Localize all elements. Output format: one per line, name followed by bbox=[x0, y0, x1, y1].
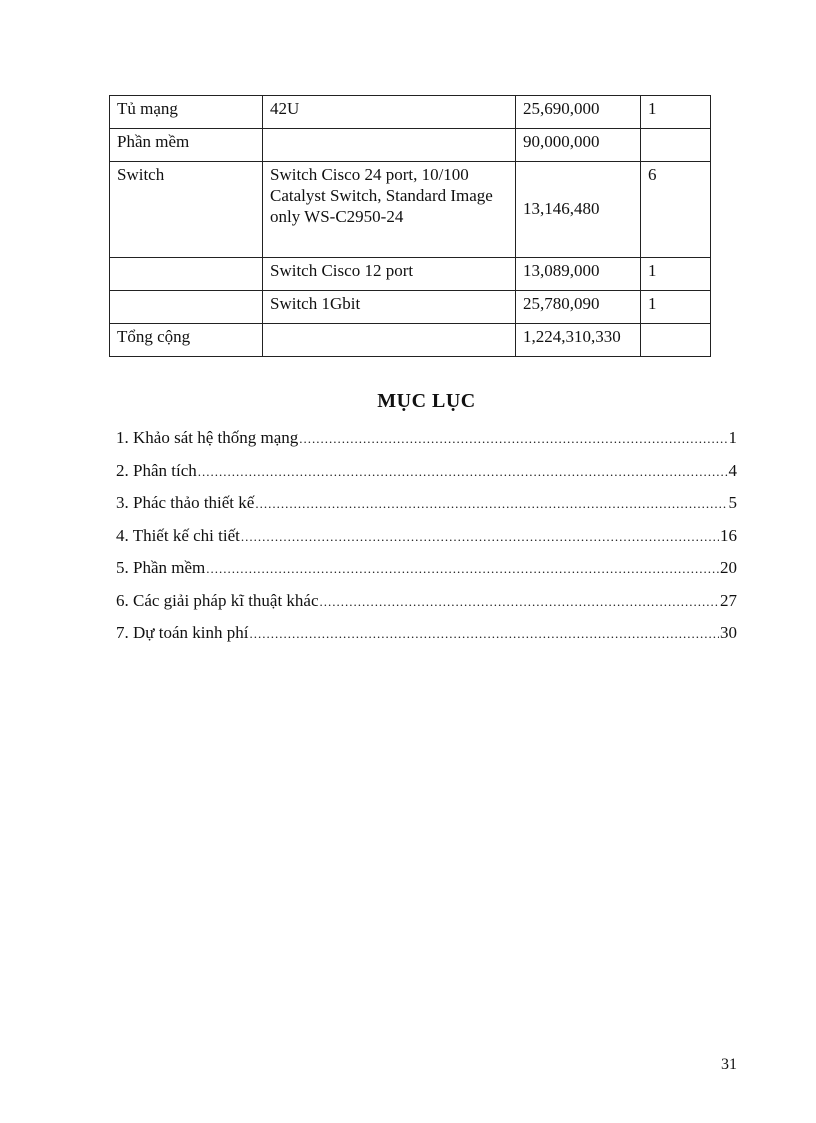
toc-dot-leader bbox=[198, 461, 728, 483]
price-cell: 13,146,480 bbox=[516, 162, 641, 258]
toc-entry[interactable] bbox=[116, 525, 737, 558]
toc-entry-label: 3. Phác thảo thiết kế bbox=[116, 493, 255, 512]
quantity-cell: 1 bbox=[641, 96, 711, 129]
item-cell: Switch bbox=[110, 162, 263, 258]
total-price-cell: 1,224,310,330 bbox=[516, 324, 641, 357]
description-cell: 42U bbox=[263, 96, 516, 129]
toc-dot-leader bbox=[320, 591, 719, 613]
toc-entry-label: 6. Các giải pháp kĩ thuật khác bbox=[116, 590, 319, 610]
toc-entry-label: 7. Dự toán kinh phí bbox=[116, 623, 249, 642]
toc-entry-label: 1. Khảo sát hệ thống mạng bbox=[116, 428, 299, 447]
toc-entry[interactable] bbox=[116, 622, 737, 655]
description-cell: Switch Cisco 12 port bbox=[263, 258, 516, 291]
toc-entry-page: 27 bbox=[720, 590, 737, 610]
price-cell: 13,089,000 bbox=[516, 258, 641, 291]
table-row-total bbox=[110, 324, 711, 357]
toc-entry[interactable] bbox=[116, 492, 737, 525]
toc-entry-page: 16 bbox=[720, 525, 737, 545]
page-number: 31 bbox=[721, 1056, 737, 1073]
toc-entry-page: 5 bbox=[728, 493, 737, 512]
toc-dot-leader bbox=[206, 558, 719, 580]
toc-dot-leader bbox=[249, 623, 719, 645]
price-cell: 25,780,090 bbox=[516, 291, 641, 324]
toc-entry-label: 5. Phần mềm bbox=[116, 558, 206, 577]
toc-entry-label: 2. Phân tích bbox=[116, 460, 197, 480]
table-row bbox=[110, 291, 711, 324]
toc-entry-page: 1 bbox=[728, 428, 737, 447]
description-cell bbox=[263, 129, 516, 162]
quantity-cell bbox=[641, 324, 711, 357]
quantity-cell: 1 bbox=[641, 291, 711, 324]
toc-entry[interactable] bbox=[116, 427, 737, 460]
cost-table bbox=[109, 95, 711, 357]
item-cell: Phần mềm bbox=[110, 129, 263, 162]
item-cell bbox=[110, 291, 263, 324]
total-label-cell: Tổng cộng bbox=[110, 324, 263, 357]
table-row bbox=[110, 162, 711, 258]
toc-entry-page: 4 bbox=[728, 460, 737, 480]
description-cell: Switch 1Gbit bbox=[263, 291, 516, 324]
toc-title: MỤC LỤC bbox=[377, 390, 476, 412]
price-cell: 25,690,000 bbox=[516, 96, 641, 129]
toc-entry-label: 4. Thiết kế chi tiết bbox=[116, 525, 240, 545]
toc-entry-page: 30 bbox=[720, 623, 737, 642]
toc-entry[interactable] bbox=[116, 557, 737, 590]
toc-entry-page: 20 bbox=[720, 558, 737, 577]
price-cell: 90,000,000 bbox=[516, 129, 641, 162]
quantity-cell bbox=[641, 129, 711, 162]
toc-entry[interactable] bbox=[116, 460, 737, 493]
item-cell: Tủ mạng bbox=[110, 96, 263, 129]
table-row bbox=[110, 96, 711, 129]
description-cell: Switch Cisco 24 port, 10/100 Catalyst Switch, Standard Image only WS-C2950-24 bbox=[263, 162, 516, 258]
toc-dot-leader bbox=[255, 493, 727, 515]
table-row bbox=[110, 129, 711, 162]
toc-entry[interactable] bbox=[116, 590, 737, 623]
description-cell bbox=[263, 324, 516, 357]
toc-dot-leader bbox=[241, 526, 719, 548]
item-cell bbox=[110, 258, 263, 291]
table-of-contents bbox=[116, 427, 737, 655]
quantity-cell: 1 bbox=[641, 258, 711, 291]
quantity-cell: 6 bbox=[641, 162, 711, 258]
table-row bbox=[110, 258, 711, 291]
toc-dot-leader bbox=[299, 428, 727, 450]
